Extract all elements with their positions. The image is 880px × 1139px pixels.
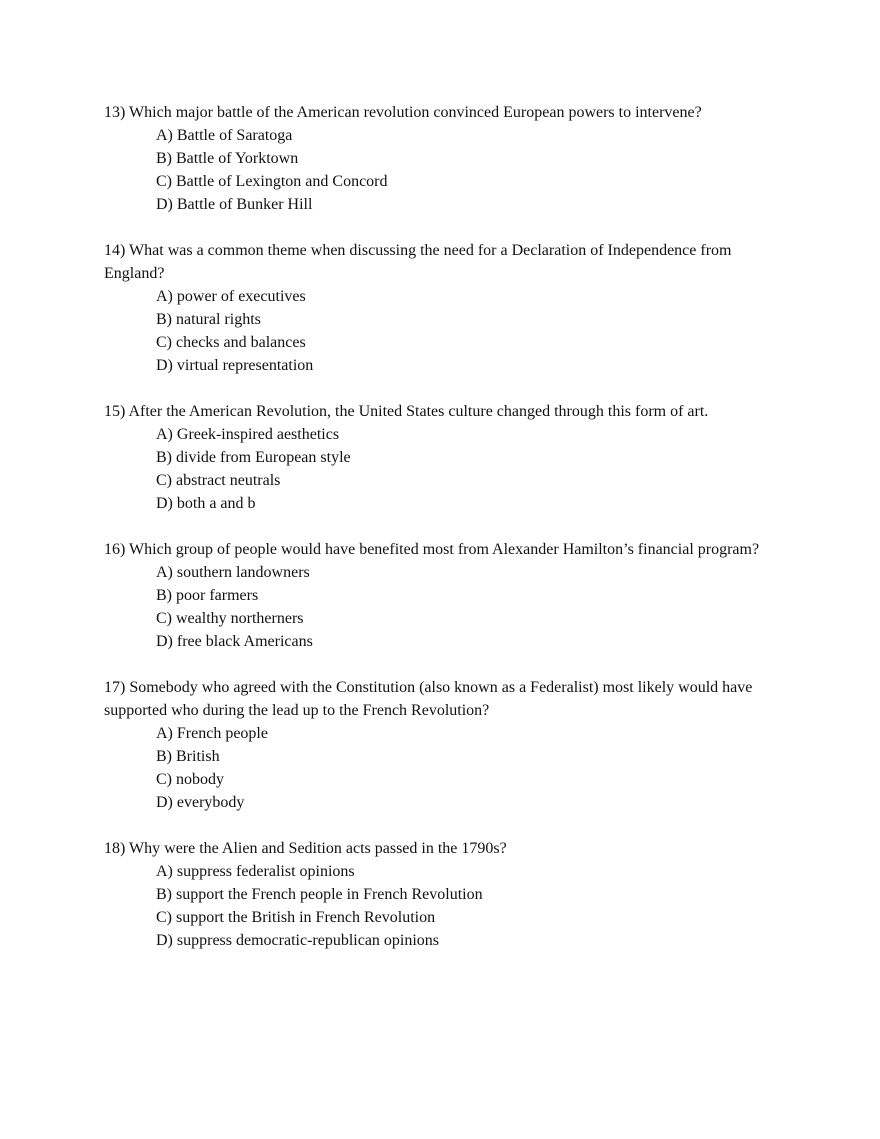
question-15	[104, 400, 780, 515]
question-13	[104, 101, 780, 216]
answer-option: B) support the French people in French Revolution	[156, 886, 483, 903]
question-14	[104, 239, 780, 377]
answer-option: B) poor farmers	[156, 587, 259, 604]
answer-option: D) Battle of Bunker Hill	[156, 196, 313, 213]
answer-option: C) support the British in French Revolution	[156, 909, 436, 926]
question-text: 18) Why were the Alien and Sedition acts passed in the 1790s?	[104, 840, 507, 857]
answer-option: B) divide from European style	[156, 449, 351, 466]
answer-option: C) nobody	[156, 771, 224, 788]
question-text: 14) What was a common theme when discussing the need for a Declaration of Independence from England?	[104, 242, 732, 282]
question-text: 15) After the American Revolution, the United States culture changed through this form of art.	[104, 403, 709, 420]
answer-option: A) French people	[156, 725, 268, 742]
question-17	[104, 676, 780, 814]
answer-option: D) both a and b	[156, 495, 256, 512]
answer-option: A) Greek-inspired aesthetics	[156, 426, 340, 443]
answer-option: C) abstract neutrals	[156, 472, 281, 489]
answer-option: C) checks and balances	[156, 334, 306, 351]
answer-option: B) natural rights	[156, 311, 261, 328]
question-18	[104, 837, 780, 952]
quiz-page	[104, 101, 780, 975]
answer-option: D) free black Americans	[156, 633, 313, 650]
answer-option: A) power of executives	[156, 288, 306, 305]
answer-option: C) wealthy northerners	[156, 610, 304, 627]
answer-option: D) virtual representation	[156, 357, 314, 374]
answer-option: A) suppress federalist opinions	[156, 863, 355, 880]
question-text: 17) Somebody who agreed with the Constitution (also known as a Federalist) most likely would have supported who during the lead up to the French Revolution?	[104, 679, 753, 719]
question-16	[104, 538, 780, 653]
answer-option: C) Battle of Lexington and Concord	[156, 173, 388, 190]
answer-option: D) suppress democratic-republican opinions	[156, 932, 440, 949]
answer-option: B) Battle of Yorktown	[156, 150, 299, 167]
question-text: 13) Which major battle of the American revolution convinced European powers to intervene?	[104, 104, 702, 121]
answer-option: B) British	[156, 748, 220, 765]
answer-option: D) everybody	[156, 794, 245, 811]
answer-option: A) Battle of Saratoga	[156, 127, 293, 144]
answer-option: A) southern landowners	[156, 564, 310, 581]
question-text: 16) Which group of people would have benefited most from Alexander Hamilton’s financial program?	[104, 541, 760, 558]
